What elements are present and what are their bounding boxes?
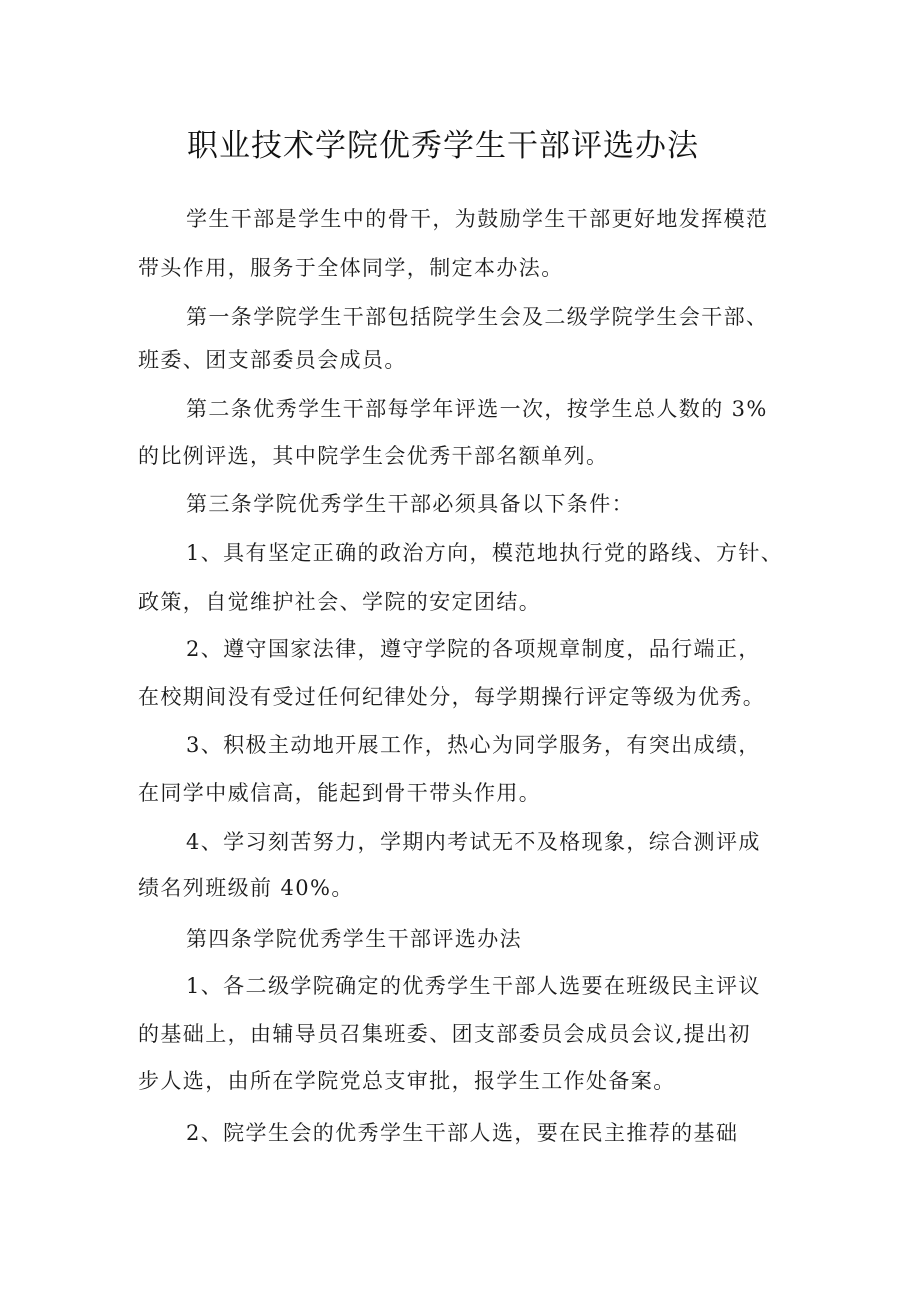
paragraph-line: 第一条学院学生干部包括院学生会及二级学院学生会干部、 bbox=[186, 305, 769, 329]
paragraph-line: 班委、团支部委员会成员。 bbox=[138, 348, 407, 372]
paragraph-line: 步人选，由所在学院党总支审批，报学生工作处备案。 bbox=[138, 1069, 676, 1093]
paragraph-line: 1、具有坚定正确的政治方向，模范地执行党的路线、方针、 bbox=[186, 541, 784, 565]
paragraph-line: 第四条学院优秀学生干部评选办法 bbox=[186, 927, 522, 951]
paragraph-line: 2、院学生会的优秀学生干部人选，要在民主推荐的基础 bbox=[186, 1121, 739, 1145]
document-title: 职业技术学院优秀学生干部评选办法 bbox=[187, 128, 699, 164]
paragraph-line: 第二条优秀学生干部每学年评选一次，按学生总人数的 3% bbox=[186, 397, 768, 421]
paragraph-line: 政策，自觉维护社会、学院的安定团结。 bbox=[138, 590, 542, 614]
paragraph-line: 1、各二级学院确定的优秀学生干部人选要在班级民主评议 bbox=[186, 974, 761, 998]
paragraph-line: 4、学习刻苦努力，学期内考试无不及格现象，综合测评成 bbox=[186, 830, 761, 854]
paragraph-line: 学生干部是学生中的骨干，为鼓励学生干部更好地发挥模范 bbox=[186, 207, 769, 231]
paragraph-line: 的基础上，由辅导员召集班委、团支部委员会成员会议,提出初 bbox=[138, 1022, 751, 1046]
paragraph-line: 2、遵守国家法律，遵守学院的各项规章制度，品行端正， bbox=[186, 637, 761, 661]
paragraph-line: 的比例评选，其中院学生会优秀干部名额单列。 bbox=[138, 444, 609, 468]
paragraph-line: 绩名列班级前 40%。 bbox=[138, 876, 354, 900]
paragraph-line: 3、积极主动地开展工作，热心为同学服务，有突出成绩， bbox=[186, 733, 761, 757]
paragraph-line: 带头作用，服务于全体同学，制定本办法。 bbox=[138, 256, 564, 280]
paragraph-line: 在校期间没有受过任何纪律处分，每学期操行评定等级为优秀。 bbox=[138, 685, 766, 709]
paragraph-line: 在同学中威信高，能起到骨干带头作用。 bbox=[138, 781, 542, 805]
paragraph-line: 第三条学院优秀学生干部必须具备以下条件： bbox=[186, 492, 634, 516]
